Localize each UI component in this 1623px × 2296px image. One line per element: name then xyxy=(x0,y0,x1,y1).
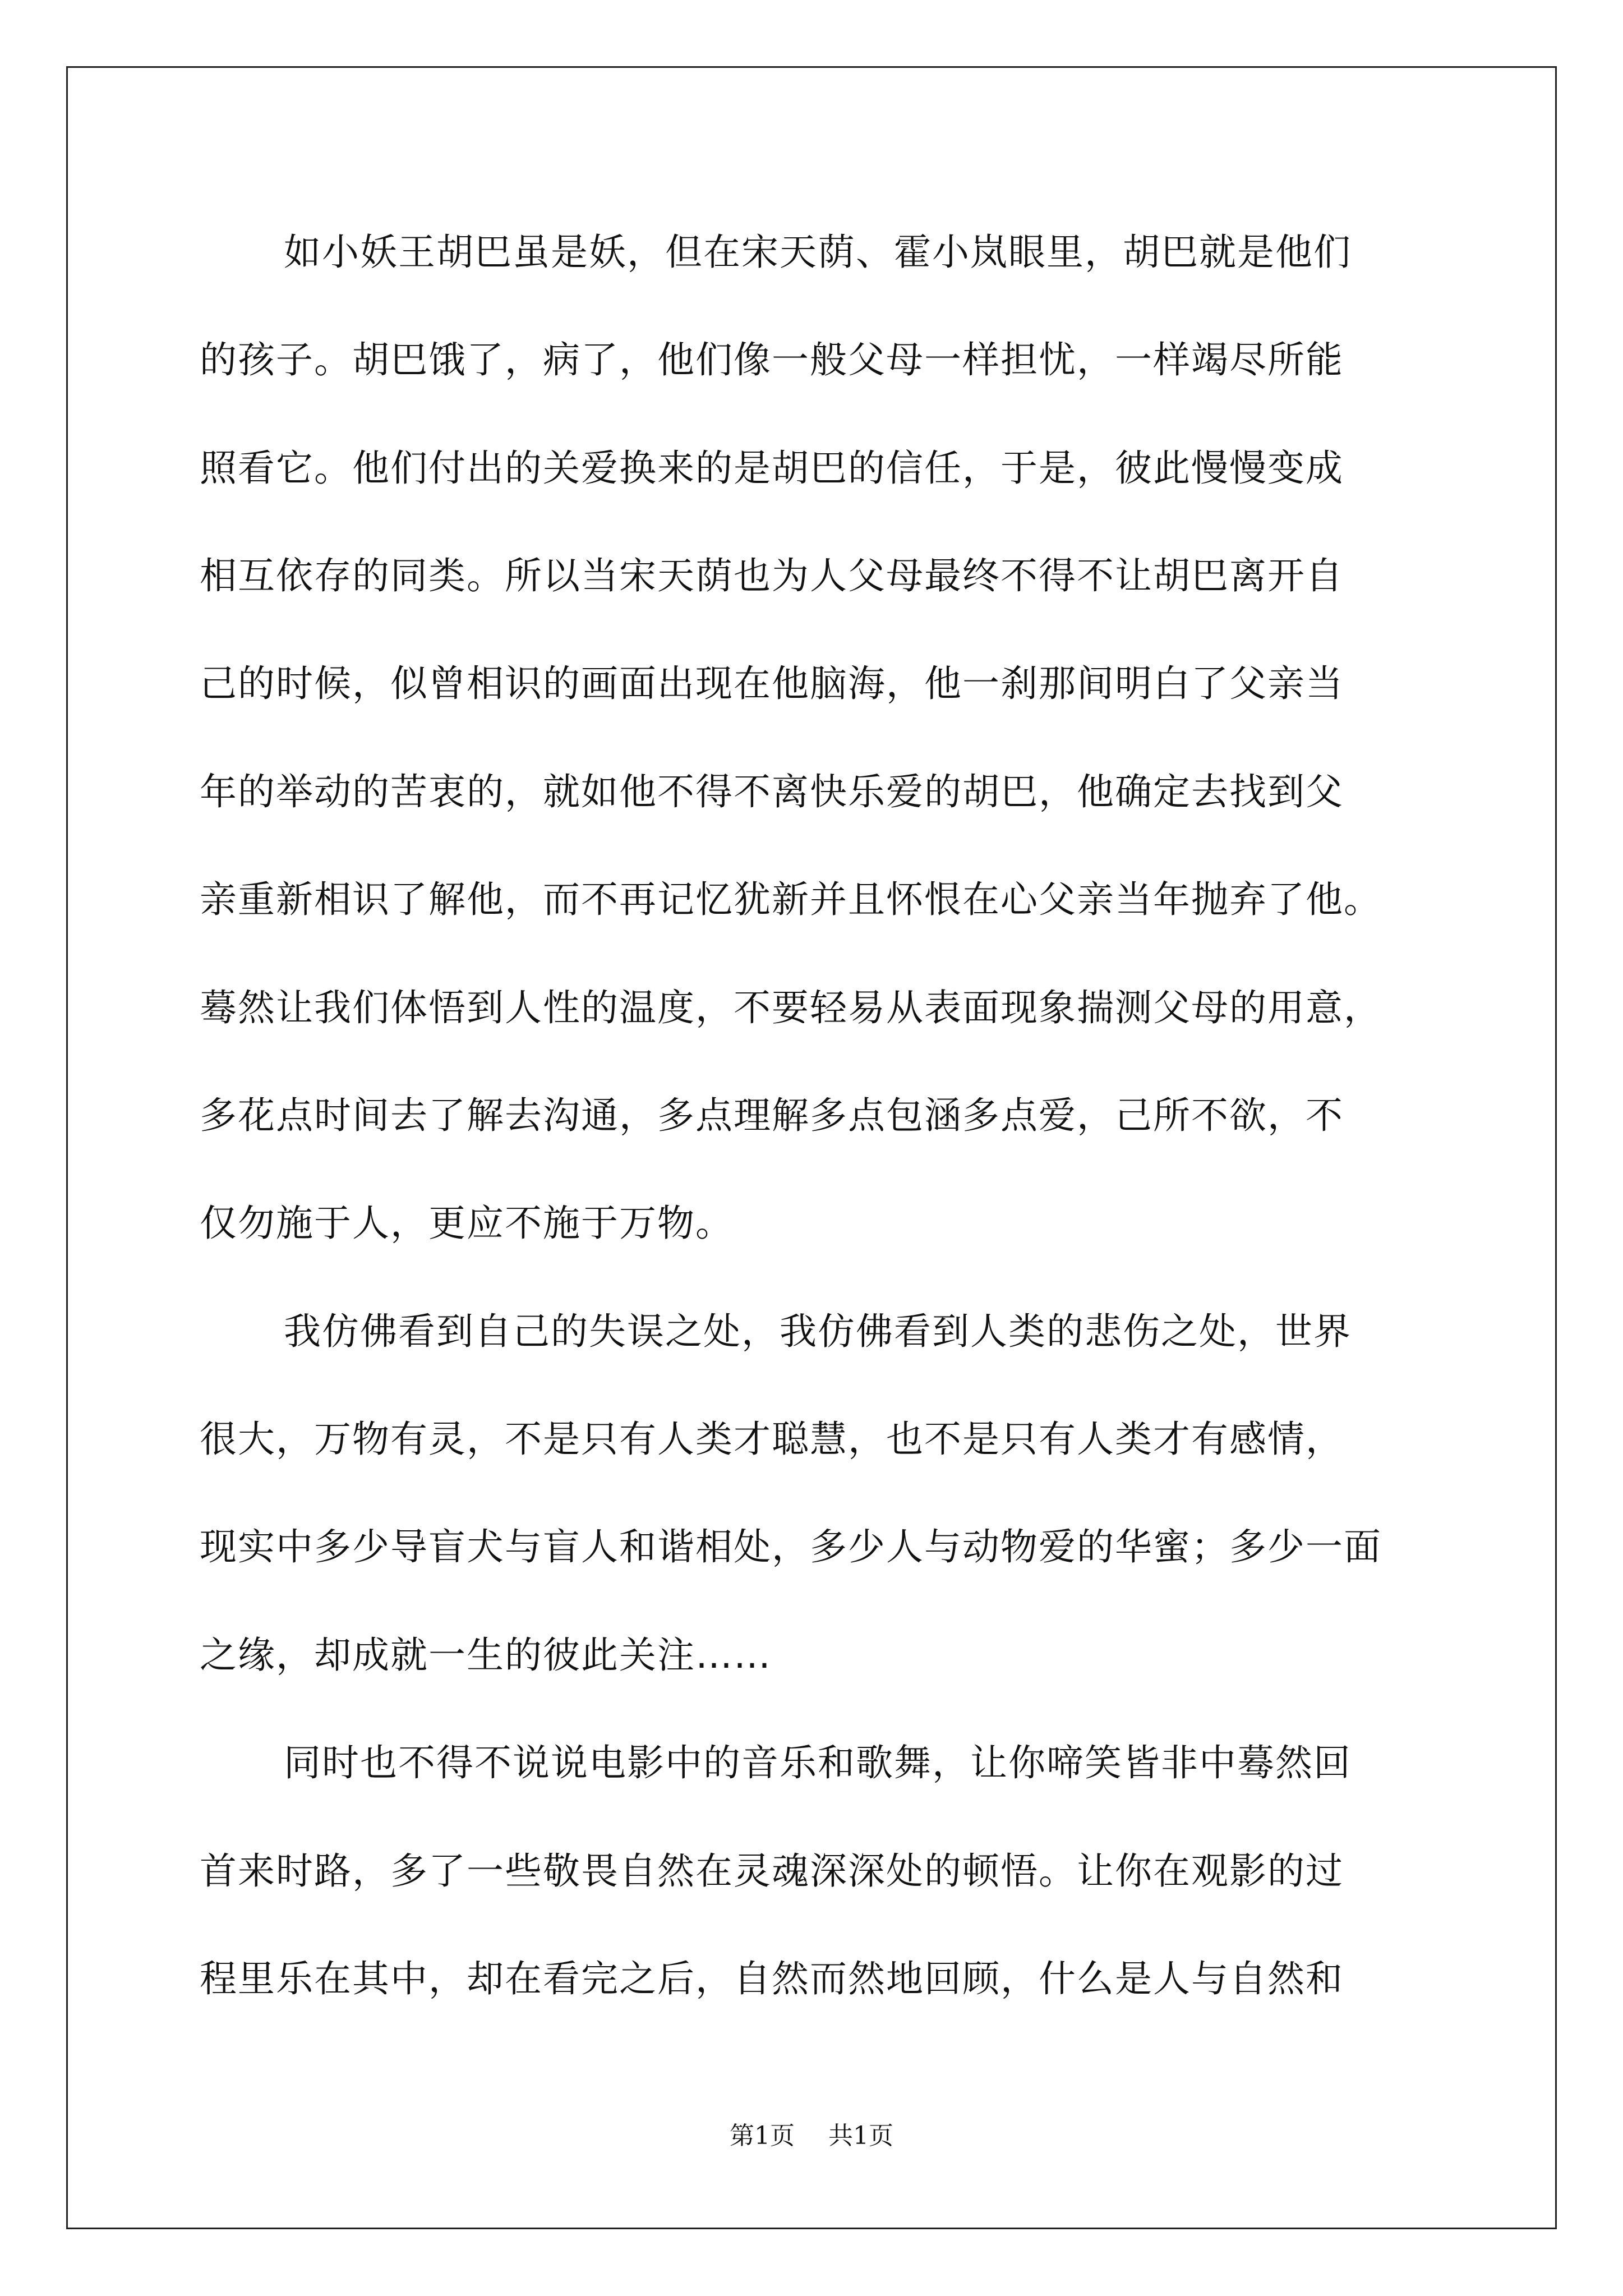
paragraph-1-line-8: 蓦然让我们体悟到人性的温度，不要轻易从表面现象揣测父母的用意， xyxy=(200,986,1382,1029)
paragraph-2-line-3: 现实中多少导盲犬与盲人和谐相处，多少人与动物爱的华蜜；多少一面 xyxy=(200,1525,1382,1568)
paragraph-1-line-2: 的孩子。胡巴饿了，病了，他们像一般父母一样担忧，一样竭尽所能 xyxy=(200,338,1344,381)
paragraph-1-line-1: 如小妖王胡巴虽是妖，但在宋天荫、霍小岚眼里，胡巴就是他们 xyxy=(284,231,1352,274)
page-border xyxy=(66,66,1557,2229)
paragraph-1-line-4: 相互依存的同类。所以当宋天荫也为人父母最终不得不让胡巴离开自 xyxy=(200,554,1344,597)
page-total: 共1页 xyxy=(828,2122,893,2150)
paragraph-2-line-2: 很大，万物有灵，不是只有人类才聪慧，也不是只有人类才有感情， xyxy=(200,1418,1344,1461)
paragraph-2-line-4: 之缘，却成就一生的彼此关注…… xyxy=(200,1634,772,1677)
page-footer xyxy=(0,2120,1623,2152)
paragraph-3-line-3: 程里乐在其中，却在看完之后，自然而然地回顾，什么是人与自然和 xyxy=(200,1957,1344,2000)
paragraph-1-line-5: 己的时候，似曾相识的画面出现在他脑海，他一刹那间明白了父亲当 xyxy=(200,662,1344,705)
paragraph-3-line-2: 首来时路，多了一些敬畏自然在灵魂深深处的顿悟。让你在观影的过 xyxy=(200,1849,1344,1893)
paragraph-1-line-10: 仅勿施于人，更应不施于万物。 xyxy=(200,1202,734,1245)
paragraph-1-line-9: 多花点时间去了解去沟通，多点理解多点包涵多点爱，己所不欲，不 xyxy=(200,1094,1344,1137)
paragraph-1-line-6: 年的举动的苦衷的，就如他不得不离快乐爱的胡巴，他确定去找到父 xyxy=(200,770,1344,813)
paragraph-1-line-7: 亲重新相识了解他，而不再记忆犹新并且怀恨在心父亲当年抛弃了他。 xyxy=(200,878,1382,921)
paragraph-3-line-1: 同时也不得不说说电影中的音乐和歌舞，让你啼笑皆非中蓦然回 xyxy=(284,1741,1352,1784)
paragraph-1-line-3: 照看它。他们付出的关爱换来的是胡巴的信任，于是，彼此慢慢变成 xyxy=(200,447,1344,490)
paragraph-2-line-1: 我仿佛看到自己的失误之处，我仿佛看到人类的悲伤之处，世界 xyxy=(284,1310,1352,1353)
page-number: 第1页 xyxy=(730,2122,795,2150)
